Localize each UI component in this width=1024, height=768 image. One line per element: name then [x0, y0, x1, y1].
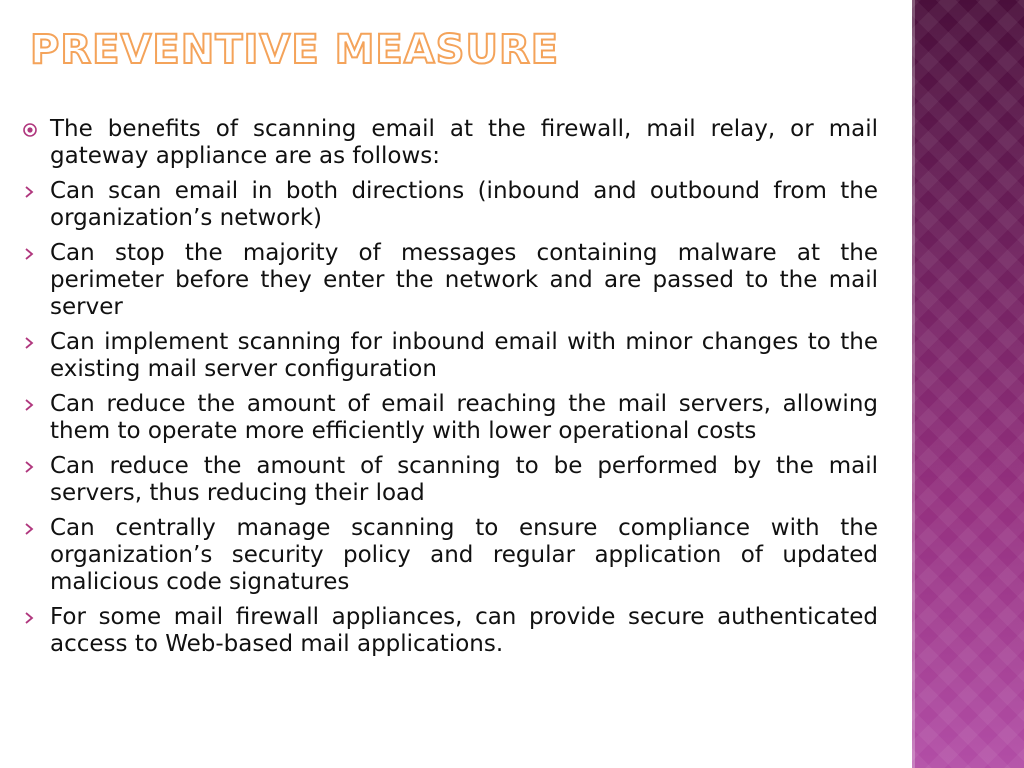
arrow-bullet-icon [22, 391, 50, 418]
list-item-text: Can centrally manage scanning to ensure compliance with the organization’s security policy and regular application of updated malicious code signatures [50, 515, 878, 595]
list-item-text: Can reduce the amount of scanning to be performed by the mail servers, thus reducing their load [50, 453, 878, 506]
list-item-text: Can reduce the amount of email reaching the mail servers, allowing them to operate more efficiently with lower operational costs [50, 391, 878, 444]
list-item [22, 240, 878, 321]
arrow-bullet-icon [22, 604, 50, 631]
arrow-bullet-icon [22, 178, 50, 205]
arrow-bullet-icon [22, 329, 50, 356]
arrow-bullet-icon [22, 453, 50, 480]
bullet-list [22, 116, 878, 666]
list-item-text: Can stop the majority of messages containing malware at the perimeter before they enter the network and are passed to the mail server [50, 240, 878, 320]
list-item-text: Can implement scanning for inbound email with minor changes to the existing mail server configuration [50, 329, 878, 382]
slide-title: PREVENTIVE MEASURE [30, 27, 560, 73]
list-item [22, 116, 878, 170]
list-item-text: For some mail firewall appliances, can provide secure authenticated access to Web-based mail applications. [50, 604, 878, 657]
list-item [22, 453, 878, 507]
list-item [22, 604, 878, 658]
arrow-bullet-icon [22, 240, 50, 267]
arrow-bullet-icon [22, 515, 50, 542]
list-item-text: The benefits of scanning email at the firewall, mail relay, or mail gateway appliance are as follows: [50, 116, 878, 169]
circle-bullet-icon [22, 116, 50, 143]
list-item [22, 329, 878, 383]
list-item-text: Can scan email in both directions (inbound and outbound from the organization’s network) [50, 178, 878, 231]
list-item [22, 391, 878, 445]
list-item [22, 515, 878, 596]
decorative-side-panel [912, 0, 1024, 768]
list-item [22, 178, 878, 232]
